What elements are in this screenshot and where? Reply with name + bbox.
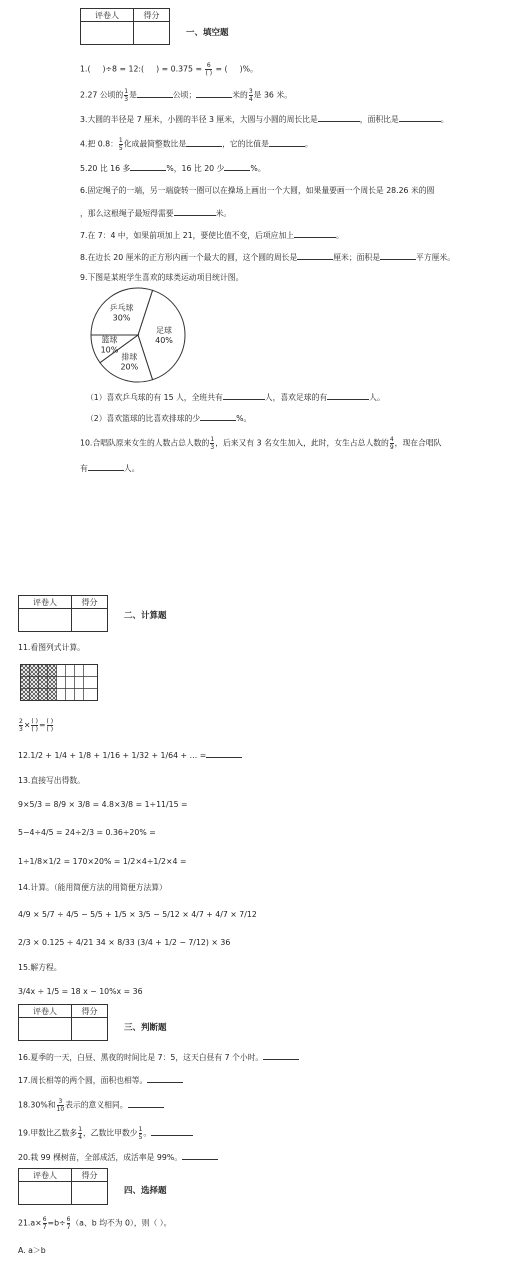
score-table-3: 评卷人 得分 [18, 1004, 108, 1041]
question-14-row2: 2/3 × 0.125 ÷ 4/21 34 × 8/33 (3/4 + 1/2 − 7/12) × 36 [18, 938, 231, 947]
question-16: 16.夏季的一天，白昼、黑夜的时间比是 7：5，这天白昼有 7 个小时。 [18, 1052, 299, 1063]
question-14: 14.计算。（能用简便方法的用简便方法算） [18, 883, 167, 892]
question-2: 2.27 公顷的 $\frac{1}{3}$ 是 公顷； 米的 $\frac{3}{4}$ 是 36 米。 [80, 88, 292, 103]
question-13-row3: 1÷1/8×1/2 = 170×20% = 1/2×4÷1/2×4 = [18, 857, 187, 866]
question-6: 6.固定绳子的一端，另一端旋转一圈可以在操场上画出一个大圆，如果量要画一个周长是 28.26 米的圆 ，那么这根绳子最短得需要 米。 [80, 186, 435, 218]
question-11-expr: $\frac{2}{3}$ × $\frac{( )}{( )}$ = $\frac{( )}{( )}$ [19, 718, 54, 733]
question-15: 15.解方程。 [18, 963, 62, 972]
question-8: 8.在边长 20 厘米的正方形内画一个最大的圆，这个圆的周长是 厘米；面积是 平方厘米。 [80, 253, 456, 262]
pie-label-乒乓球: 乒乓球 [109, 303, 134, 313]
question-11: 11.看图列式计算。 [18, 643, 85, 652]
question-10: 10.合唱队原来女生的人数占总人数的 $\frac{1}{3}$ ，后来又有 3 名女生加入，此时，女生占总人数的 $\frac{4}{9}$ ，现在合唱队 [80, 436, 442, 451]
question-14-row1: 4/9 × 5/7 ÷ 4/5 − 5/5 + 1/5 × 3/5 − 5/12 × 4/7 + 4/7 × 7/12 [18, 910, 257, 919]
score-table-4: 评卷人 得分 [18, 1168, 108, 1205]
question-13: 13.直接写出得数。 [18, 776, 85, 785]
score-table-1 [80, 8, 170, 45]
pie-chart [85, 285, 195, 387]
question-9-sub1: （1）喜欢乒乓球的有 15 人，全班共有 人，喜欢足球的有 人。 [86, 393, 385, 402]
grid-figure [20, 664, 100, 702]
question-1: 1.( )÷8 = 12:( ) = 0.375 = $\frac{6}{( )}$ = ( )%。 [80, 62, 258, 77]
question-15-row: 3/4x ÷ 1/5 = 18 x − 10%x = 36 [18, 987, 143, 996]
section-title-2: 二、计算题 [124, 611, 167, 621]
question-5: 5.20 比 16 多 %，16 比 20 少 %。 [80, 164, 266, 173]
question-7: 7.在 7：4 中，如果前项加上 21，要使比值不变，后项应加上 。 [80, 231, 344, 240]
pie-label-篮球: 10% [100, 345, 119, 355]
question-17: 17.周长相等的两个圆，面积也相等。 [18, 1075, 183, 1086]
question-9-sub2: （2）喜欢篮球的比喜欢排球的少 %。 [86, 414, 252, 423]
question-3: 3.大圆的半径是 7 厘米，小圆的半径 3 厘米，大圆与小圆的周长比是 ，面积比是 。 [80, 115, 449, 124]
pie-label-足球: 足球 [156, 326, 172, 335]
section-title-4: 四、选择题 [124, 1186, 167, 1196]
question-4: 4.把 0.8： $\frac{1}{5}$ 化成最简整数比是 ，它的比值是 。 [80, 137, 313, 152]
pie-label-排球: 20% [120, 362, 139, 372]
question-13-row2: 5−4÷4/5 = 24÷2/3 = 0.36÷20% = [18, 828, 156, 837]
grader-label: 评卷人 [81, 9, 134, 22]
question-18: 18.30%和 $\frac{3}{10}$ 表示的意义相同。 [18, 1098, 164, 1113]
question-9-title: 9.下图是某班学生喜欢的球类运动项目统计图。 [80, 273, 244, 282]
pie-label-足球: 40% [155, 336, 173, 345]
pie-label-乒乓球: 30% [112, 313, 131, 323]
score-table-2: 评卷人 得分 [18, 595, 108, 632]
pie-label-排球: 排球 [121, 352, 138, 362]
question-21-option-a: A. a＞b [18, 1246, 46, 1255]
question-19: 19.甲数比乙数多 $\frac{1}{4}$ ，乙数比甲数少 $\frac{1}{5}$ 。 [18, 1126, 193, 1141]
section-title-3: 三、判断题 [124, 1023, 167, 1033]
score-label: 得分 [133, 9, 169, 22]
section-title-1: 一、填空题 [186, 28, 229, 38]
question-21: 21.a× $\frac{6}{7}$ =b÷ $\frac{6}{7}$ （a、b 均不为 0），则（ ）。 [18, 1216, 172, 1231]
question-13-row1: 9×5/3 = 8/9 × 3/8 = 4.8×3/8 = 1÷11/15 = [18, 800, 188, 809]
question-12: 12.1/2 + 1/4 + 1/8 + 1/16 + 1/32 + 1/64 + … = [18, 750, 242, 760]
question-10-line2: 有 人。 [80, 464, 140, 473]
question-20: 20.栽 99 棵树苗，全部成活，成活率是 99%。 [18, 1152, 218, 1163]
pie-label-篮球: 篮球 [101, 335, 118, 345]
